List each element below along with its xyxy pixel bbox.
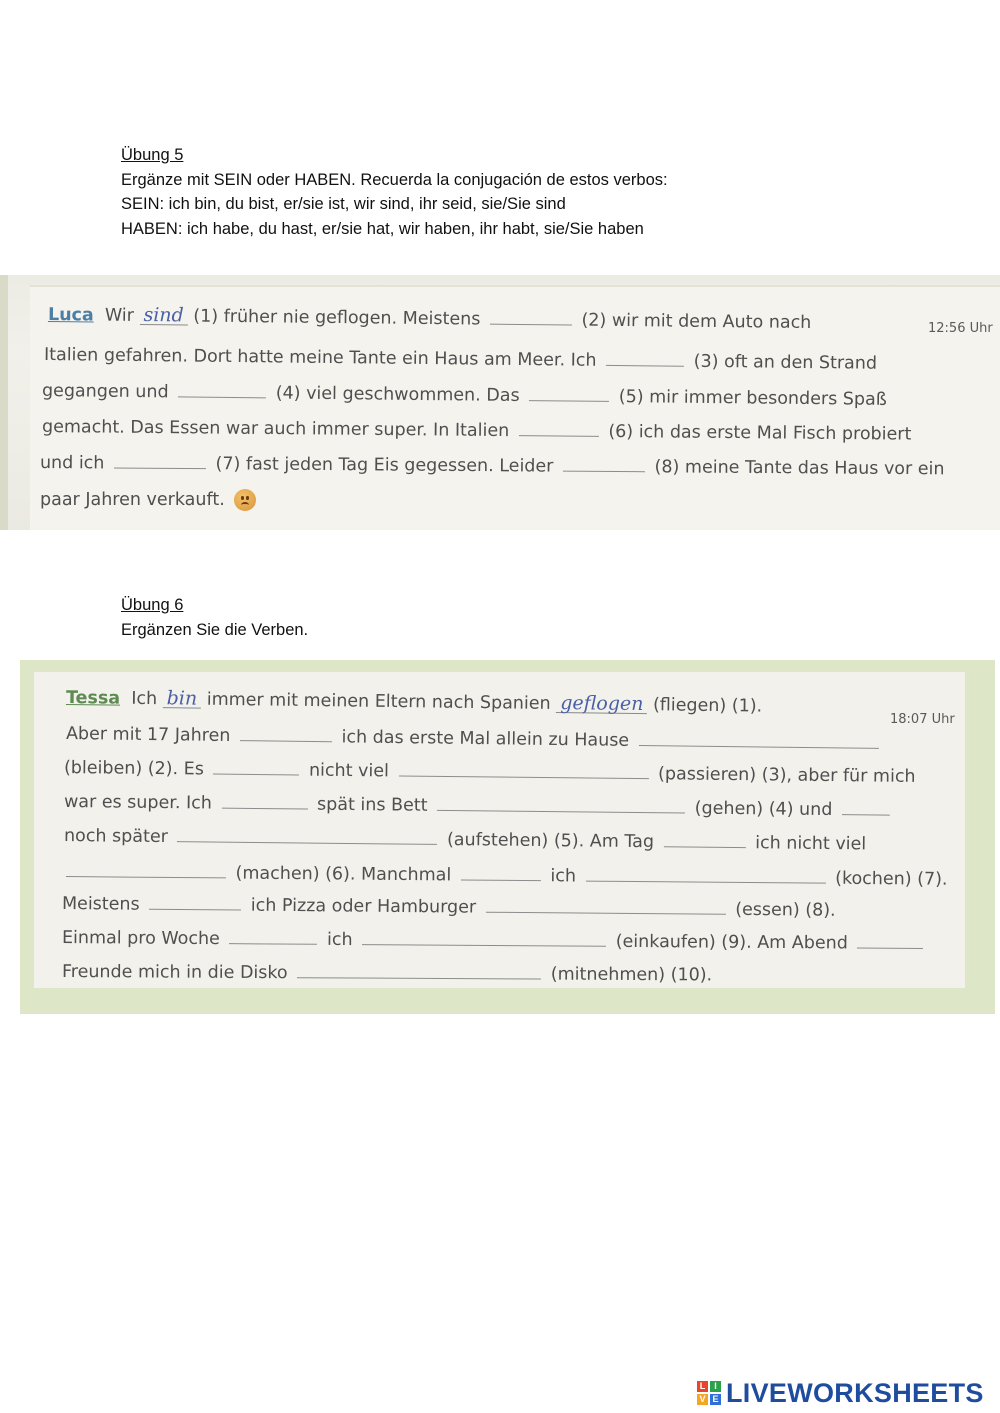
exercise5-line-1: Ergänze mit SEIN oder HABEN. Recuerda la conjugación de estos verbos: bbox=[121, 170, 668, 189]
luca-line-1 bbox=[48, 305, 812, 333]
logo-letter: E bbox=[710, 1394, 721, 1405]
tessa-text: ich Pizza oder Hamburger bbox=[250, 895, 477, 918]
luca-text: (7) fast jeden Tag Eis gegessen. Leider bbox=[215, 454, 554, 477]
luca-text: Wir bbox=[104, 305, 135, 326]
answer-bin: bin bbox=[163, 689, 202, 708]
tessa-line-8 bbox=[62, 928, 928, 954]
luca-text: (8) meine Tante das Haus vor ein bbox=[654, 457, 945, 480]
tessa-text: immer mit meinen Eltern nach Spanien bbox=[206, 689, 551, 714]
blank-3[interactable] bbox=[606, 351, 684, 367]
tessa-text: (aufstehen) (5). Am Tag bbox=[446, 830, 655, 853]
tessa-text: ich nicht viel bbox=[755, 833, 867, 855]
answer-geflogen: geflogen bbox=[556, 694, 647, 714]
tessa-text: noch später bbox=[63, 826, 168, 848]
tessa-line-7 bbox=[62, 894, 836, 921]
tessa-line-3 bbox=[64, 758, 916, 787]
liveworksheets-wordmark: LIVEWORKSHEETS bbox=[726, 1377, 984, 1408]
tessa-line-9 bbox=[62, 962, 712, 985]
tessa-timestamp: 18:07 Uhr bbox=[890, 712, 955, 727]
luca-text: (3) oft an den Strand bbox=[693, 351, 878, 374]
blank-4b[interactable] bbox=[437, 796, 685, 814]
tessa-text: Meistens bbox=[61, 894, 140, 915]
tessa-line-1 bbox=[66, 688, 762, 717]
tessa-text: (machen) (6). Manchmal bbox=[235, 863, 452, 886]
tessa-text: Ich bbox=[131, 688, 158, 710]
blank-8b[interactable] bbox=[486, 898, 726, 915]
liveworksheets-logo-icon bbox=[697, 1381, 721, 1405]
tessa-text: spät ins Bett bbox=[316, 794, 428, 816]
blank-6[interactable] bbox=[519, 421, 599, 437]
tessa-text: Aber mit 17 Jahren bbox=[65, 724, 231, 747]
blank-2[interactable] bbox=[490, 310, 572, 326]
blank-7a[interactable] bbox=[461, 865, 541, 881]
blank-4a[interactable] bbox=[221, 794, 307, 810]
exercise5-line-2: SEIN: ich bin, du bist, er/sie ist, wir sind, ihr seid, sie/Sie sind bbox=[121, 195, 566, 213]
luca-name: Luca bbox=[47, 305, 94, 326]
luca-timestamp: 12:56 Uhr bbox=[928, 321, 993, 336]
logo-letter: L bbox=[697, 1381, 708, 1392]
exercise6-instruction: Ergänzen Sie die Verben. bbox=[121, 620, 309, 639]
answer-1-sind: sind bbox=[139, 306, 187, 326]
tessa-text: (kochen) (7). bbox=[835, 868, 948, 890]
luca-message-card bbox=[30, 285, 1000, 530]
exercise5-instructions bbox=[121, 143, 668, 241]
luca-line-2 bbox=[44, 345, 877, 374]
tessa-text: ich bbox=[550, 866, 577, 887]
blank-9b[interactable] bbox=[362, 930, 606, 947]
exercise6-title: Übung 6 bbox=[121, 596, 184, 614]
luca-text: (1) früher nie geflogen. Meistens bbox=[193, 306, 481, 330]
tessa-line-4 bbox=[64, 792, 894, 821]
tessa-text: (mitnehmen) (10). bbox=[550, 964, 713, 986]
tessa-text: ich bbox=[326, 929, 353, 951]
blank-5a[interactable] bbox=[842, 800, 890, 816]
luca-text: (2) wir mit dem Auto nach bbox=[581, 310, 812, 333]
tessa-text: Einmal pro Woche bbox=[61, 928, 220, 950]
tessa-text: (passieren) (3), aber für mich bbox=[658, 764, 916, 787]
luca-text: gemacht. Das Essen war auch immer super. In Italien bbox=[41, 417, 510, 442]
luca-text: (4) viel geschwommen. Das bbox=[275, 383, 520, 407]
blank-7[interactable] bbox=[114, 454, 206, 470]
blank-5b[interactable] bbox=[177, 827, 437, 845]
luca-text: (5) mir immer besonders Spaß bbox=[618, 387, 887, 410]
logo-letter: V bbox=[697, 1394, 708, 1405]
liveworksheets-brand bbox=[697, 1379, 984, 1407]
blank-3b[interactable] bbox=[398, 762, 648, 780]
blank-2a[interactable] bbox=[240, 726, 332, 742]
tessa-text: Freunde mich in die Disko bbox=[61, 962, 288, 984]
tessa-text: (fliegen) (1). bbox=[652, 695, 763, 717]
tessa-text: (bleiben) (2). Es bbox=[63, 758, 204, 780]
blank-6a[interactable] bbox=[664, 832, 746, 848]
blank-6b[interactable] bbox=[66, 862, 226, 878]
luca-line-3 bbox=[42, 381, 887, 410]
tessa-text: (essen) (8). bbox=[735, 899, 836, 921]
blank-9a[interactable] bbox=[229, 929, 317, 945]
sad-face-icon bbox=[234, 489, 256, 511]
luca-text: und ich bbox=[39, 453, 105, 474]
tessa-name: Tessa bbox=[65, 688, 121, 709]
blank-10b[interactable] bbox=[297, 963, 541, 979]
luca-text: paar Jahren verkauft. bbox=[40, 490, 225, 510]
luca-line-6 bbox=[40, 489, 256, 511]
blank-5[interactable] bbox=[529, 386, 609, 402]
luca-text: Italien gefahren. Dort hatte meine Tante ein Haus am Meer. Ich bbox=[43, 345, 597, 371]
exercise6-photo bbox=[20, 660, 995, 1014]
tessa-text: (gehen) (4) und bbox=[694, 798, 833, 821]
luca-text: (6) ich das erste Mal Fisch probiert bbox=[608, 421, 912, 445]
blank-8[interactable] bbox=[563, 457, 645, 473]
blank-7b[interactable] bbox=[586, 867, 826, 884]
exercise5-title: Übung 5 bbox=[121, 146, 184, 164]
exercise5-photo bbox=[0, 275, 1000, 530]
luca-line-4 bbox=[42, 417, 912, 445]
tessa-text: ich das erste Mal allein zu Hause bbox=[341, 727, 630, 751]
luca-text: gegangen und bbox=[41, 381, 169, 403]
logo-letter: I bbox=[710, 1381, 721, 1392]
blank-8a[interactable] bbox=[149, 895, 241, 911]
tessa-text: (einkaufen) (9). Am Abend bbox=[615, 931, 848, 954]
tessa-line-6 bbox=[62, 862, 948, 890]
blank-10a[interactable] bbox=[857, 934, 923, 949]
tessa-line-5 bbox=[64, 826, 866, 854]
luca-line-5 bbox=[40, 453, 945, 479]
exercise5-line-3: HABEN: ich habe, du hast, er/sie hat, wir haben, ihr habt, sie/Sie haben bbox=[121, 219, 644, 238]
tessa-line-2 bbox=[66, 724, 883, 754]
blank-3a[interactable] bbox=[213, 760, 299, 776]
tessa-text: nicht viel bbox=[308, 760, 390, 782]
tessa-text: war es super. Ich bbox=[63, 792, 213, 814]
blank-4[interactable] bbox=[178, 382, 266, 398]
blank-2b[interactable] bbox=[639, 731, 879, 749]
exercise6-instructions bbox=[121, 593, 308, 642]
tessa-message-card bbox=[34, 672, 965, 988]
